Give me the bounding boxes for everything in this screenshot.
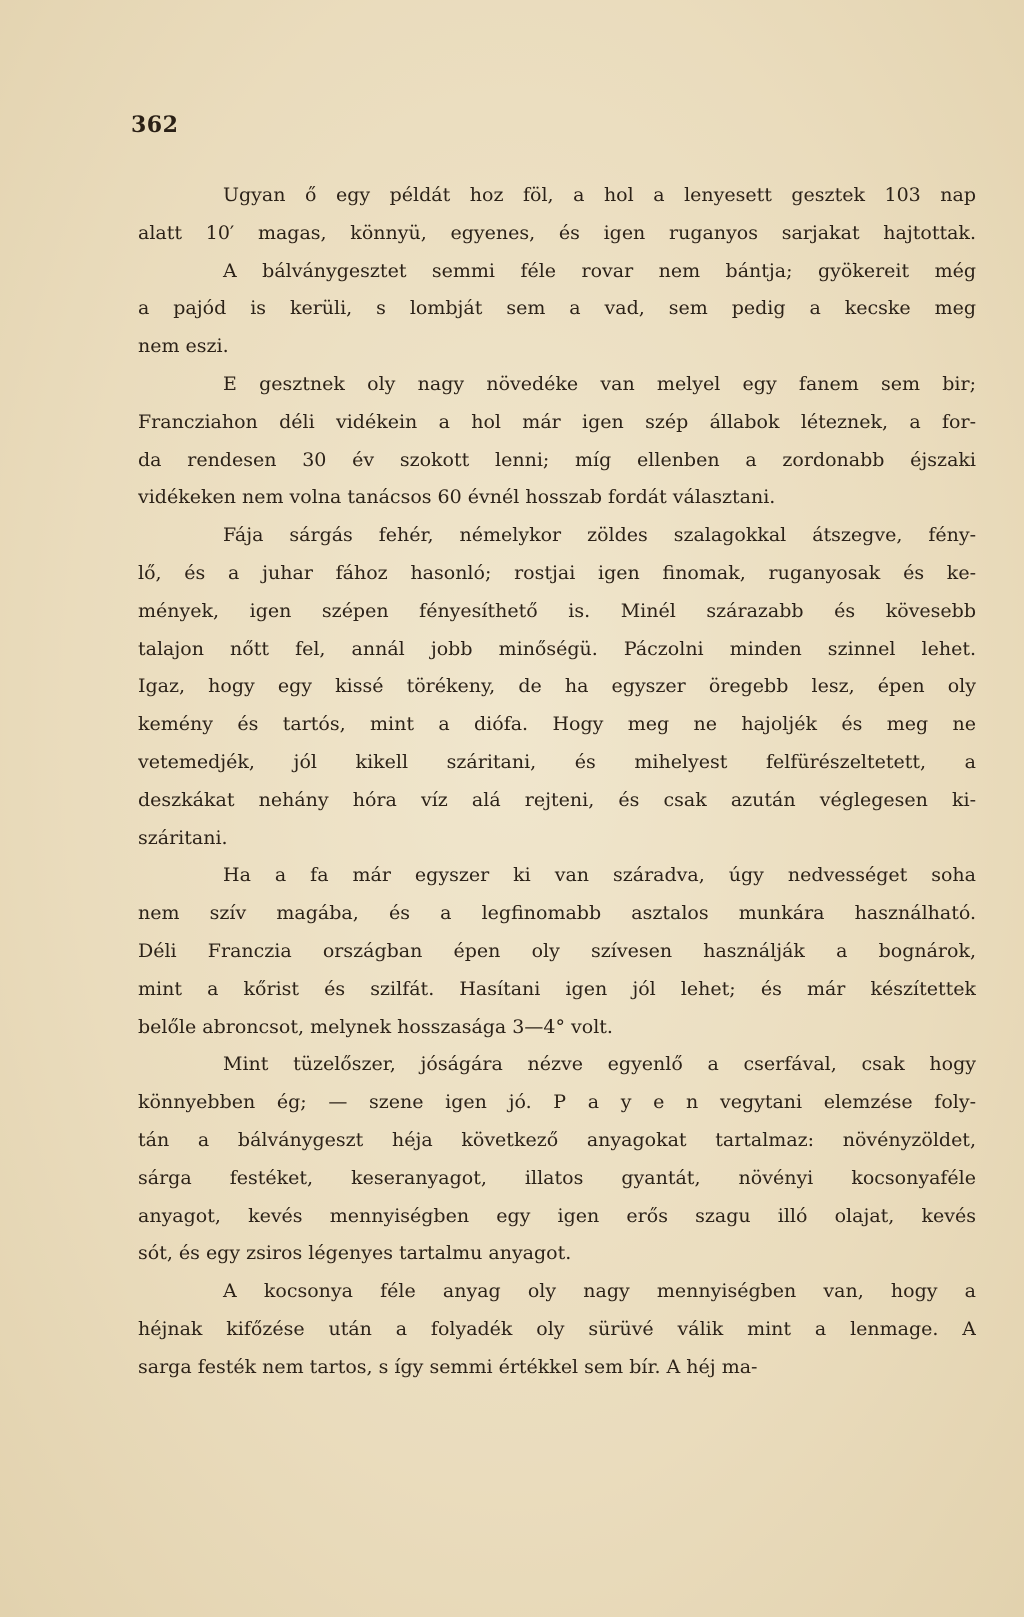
text-line: mint a kőrist és szilfát. Hasítani igen jól lehet; és már készítettek (138, 977, 976, 1000)
text-line: nem eszi. (138, 335, 229, 358)
text-line: talajon nőtt fel, annál jobb minőségü. Páczolni minden szinnel lehet. (138, 637, 976, 660)
body-text (138, 177, 976, 1387)
text-line: deszkákat nehány hóra víz alá rejteni, és csak azután véglegesen ki- (138, 788, 976, 811)
text-line: da rendesen 30 év szokott lenni; míg ellenben a zordonabb éjszaki (138, 448, 976, 471)
text-line: anyagot, kevés mennyiségben egy igen erős szagu illó olajat, kevés (138, 1204, 976, 1227)
text-line: A kocsonya féle anyag oly nagy mennyiségben van, hogy a (223, 1280, 976, 1303)
text-line: sót, és egy zsiros légenyes tartalmu anyagot. (138, 1242, 572, 1265)
text-line: alatt 10′ magas, könnyü, egyenes, és igen ruganyos sarjakat hajtottak. (138, 221, 976, 244)
text-line: nem szív magába, és a legfinomabb asztalos munkára használható. (138, 902, 976, 925)
text-line: héjnak kifőzése után a folyadék oly sürüvé válik mint a lenmage. A (138, 1317, 976, 1340)
text-line: vidékeken nem volna tanácsos 60 évnél hosszab fordát választani. (138, 486, 776, 509)
text-line: tán a bálványgeszt héja következő anyagokat tartalmaz: növényzöldet, (138, 1128, 976, 1151)
text-line: kemény és tartós, mint a diófa. Hogy meg ne hajoljék és meg ne (138, 713, 976, 736)
text-line: Ugyan ő egy példát hoz föl, a hol a lenyesett gesztek 103 nap (223, 184, 976, 206)
text-line: Francziahon déli vidékein a hol már igen szép állabok léteznek, a for- (138, 410, 976, 433)
text-line: száritani. (138, 826, 228, 849)
text-line: E gesztnek oly nagy növedéke van melyel egy fanem sem bir; (223, 372, 976, 395)
text-line: Igaz, hogy egy kissé törékeny, de ha egyszer öregebb lesz, épen oly (138, 675, 976, 698)
text-line: Ha a fa már egyszer ki van száradva, úgy nedvességet soha (223, 864, 976, 887)
text-line: sarga festék nem tartos, s így semmi értékkel sem bír. A héj ma- (138, 1355, 758, 1378)
text-line: Déli Franczia országban épen oly szívesen használják a bognárok, (138, 939, 976, 962)
text-line: A bálványgesztet semmi féle rovar nem bántja; gyökereit még (223, 259, 976, 282)
text-line: sárga festéket, keseranyagot, illatos gyantát, növényi kocsonyaféle (138, 1166, 976, 1189)
text-line: Mint tüzelőszer, jóságára nézve egyenlő a cserfával, csak hogy (223, 1053, 976, 1076)
text-line: könnyebben ég; — szene igen jó. P a y e n vegytani elemzése foly- (138, 1091, 976, 1114)
text-line: belőle abroncsot, melynek hosszasága 3—4° volt. (138, 1015, 613, 1038)
text-line: lő, és a juhar fához hasonló; rostjai igen finomak, ruganyosak és ke- (138, 561, 976, 584)
text-line: a pajód is kerüli, s lombját sem a vad, sem pedig a kecske meg (138, 297, 976, 320)
text-line: mények, igen szépen fényesíthető is. Minél szárazabb és kövesebb (138, 599, 976, 622)
page-number: 362 (131, 112, 179, 138)
text-line: vetemedjék, jól kikell száritani, és mihelyest felfürészeltetett, a (138, 750, 976, 773)
text-line: Fája sárgás fehér, némelykor zöldes szalagokkal átszegve, fény- (223, 524, 976, 547)
